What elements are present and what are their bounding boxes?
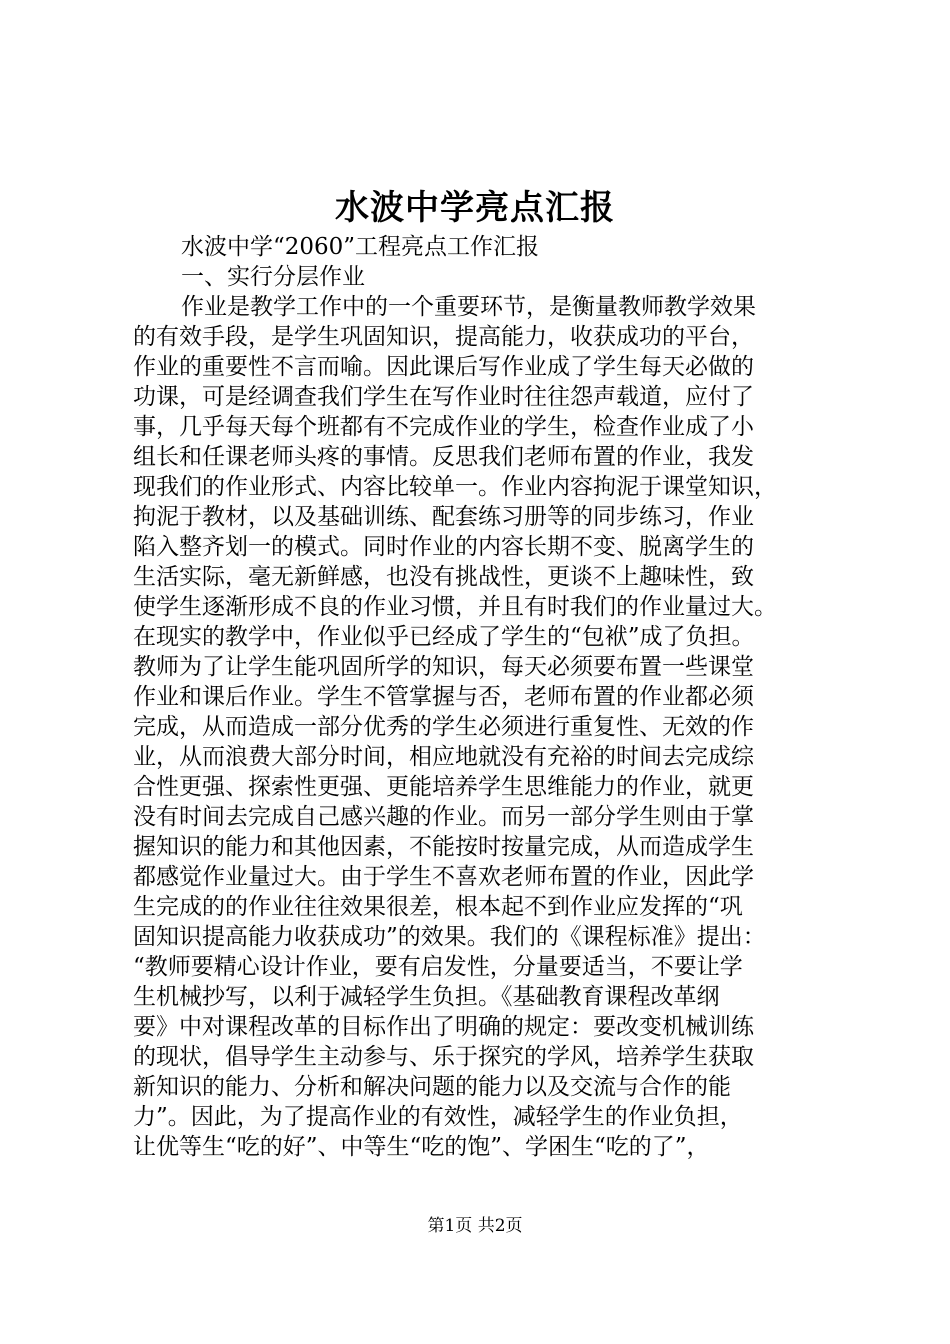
document-body — [133, 232, 833, 1162]
paragraph-line: 新知识的能力、分析和解决问题的能力以及交流与合作的能 — [133, 1074, 731, 1100]
section-heading: 一、实行分层作业 — [181, 264, 365, 290]
paragraph-line: 完成，从而造成一部分优秀的学生必须进行重复性、无效的作 — [133, 714, 754, 740]
paragraph-line: 作业的重要性不言而喻。因此课后写作业成了学生每天必做的 — [133, 354, 754, 380]
paragraph-line: 合性更强、探索性更强、更能培养学生思维能力的作业，就更 — [133, 774, 754, 800]
paragraph-line: 握知识的能力和其他因素，不能按时按量完成，从而造成学生 — [133, 834, 754, 860]
paragraph-line: 组长和任课老师头疼的事情。反思我们老师布置的作业，我发 — [133, 444, 754, 470]
paragraph-line: 生活实际，毫无新鲜感，也没有挑战性，更谈不上趣味性，致 — [133, 564, 754, 590]
paragraph-line: 没有时间去完成自己感兴趣的作业。而另一部分学生则由于掌 — [133, 804, 754, 830]
paragraph-line: 业，从而浪费大部分时间，相应地就没有充裕的时间去完成综 — [133, 744, 754, 770]
paragraph-line: 使学生逐渐形成不良的作业习惯，并且有时我们的作业量过大。 — [133, 594, 777, 620]
page-footer: 第1页 共2页 — [427, 1216, 523, 1236]
paragraph-line: 生机械抄写，以利于减轻学生负担。《基础教育课程改革纲 — [133, 984, 720, 1010]
document-title: 水波中学亮点汇报 — [335, 188, 615, 228]
paragraph-line: 在现实的教学中，作业似乎已经成了学生的“包袱”成了负担。 — [133, 624, 755, 650]
paragraph-line: 都感觉作业量过大。由于学生不喜欢老师布置的作业，因此学 — [133, 864, 754, 890]
paragraph-line: 的有效手段，是学生巩固知识，提高能力，收获成功的平台， — [133, 324, 754, 350]
paragraph-line: 作业和课后作业。学生不管掌握与否，老师布置的作业都必须 — [133, 684, 754, 710]
paragraph-line: 陷入整齐划一的模式。同时作业的内容长期不变、脱离学生的 — [133, 534, 754, 560]
paragraph-line: 固知识提高能力收获成功”的效果。我们的《课程标准》提出： — [133, 924, 766, 950]
paragraph-line: 的现状，倡导学生主动参与、乐于探究的学风，培养学生获取 — [133, 1044, 754, 1070]
paragraph-line: 让优等生“吃的好”、中等生“吃的饱”、学困生“吃的了”， — [133, 1134, 710, 1160]
paragraph-line: 生完成的的作业往往效果很差，根本起不到作业应发挥的“巩 — [133, 894, 743, 920]
paragraph-line: 现我们的作业形式、内容比较单一。作业内容拘泥于课堂知识， — [133, 474, 777, 500]
paragraph-line: 功课，可是经调查我们学生在写作业时往往怨声载道，应付了 — [133, 384, 754, 410]
subtitle-line: 水波中学“2060”工程亮点工作汇报 — [181, 234, 540, 260]
paragraph-line: 教师为了让学生能巩固所学的知识，每天必须要布置一些课堂 — [133, 654, 754, 680]
paragraph-line: “教师要精心设计作业，要有启发性，分量要适当，不要让学 — [133, 954, 743, 980]
paragraph-line: 事，几乎每天每个班都有不完成作业的学生，检查作业成了小 — [133, 414, 754, 440]
paragraph-line: 拘泥于教材，以及基础训练、配套练习册等的同步练习，作业 — [133, 504, 754, 530]
paragraph-line: 要》中对课程改革的目标作出了明确的规定：要改变机械训练 — [133, 1014, 754, 1040]
paragraph-line: 力”。因此，为了提高作业的有效性，减轻学生的作业负担， — [133, 1104, 743, 1130]
paragraph-line: 作业是教学工作中的一个重要环节，是衡量教师教学效果 — [181, 294, 756, 320]
